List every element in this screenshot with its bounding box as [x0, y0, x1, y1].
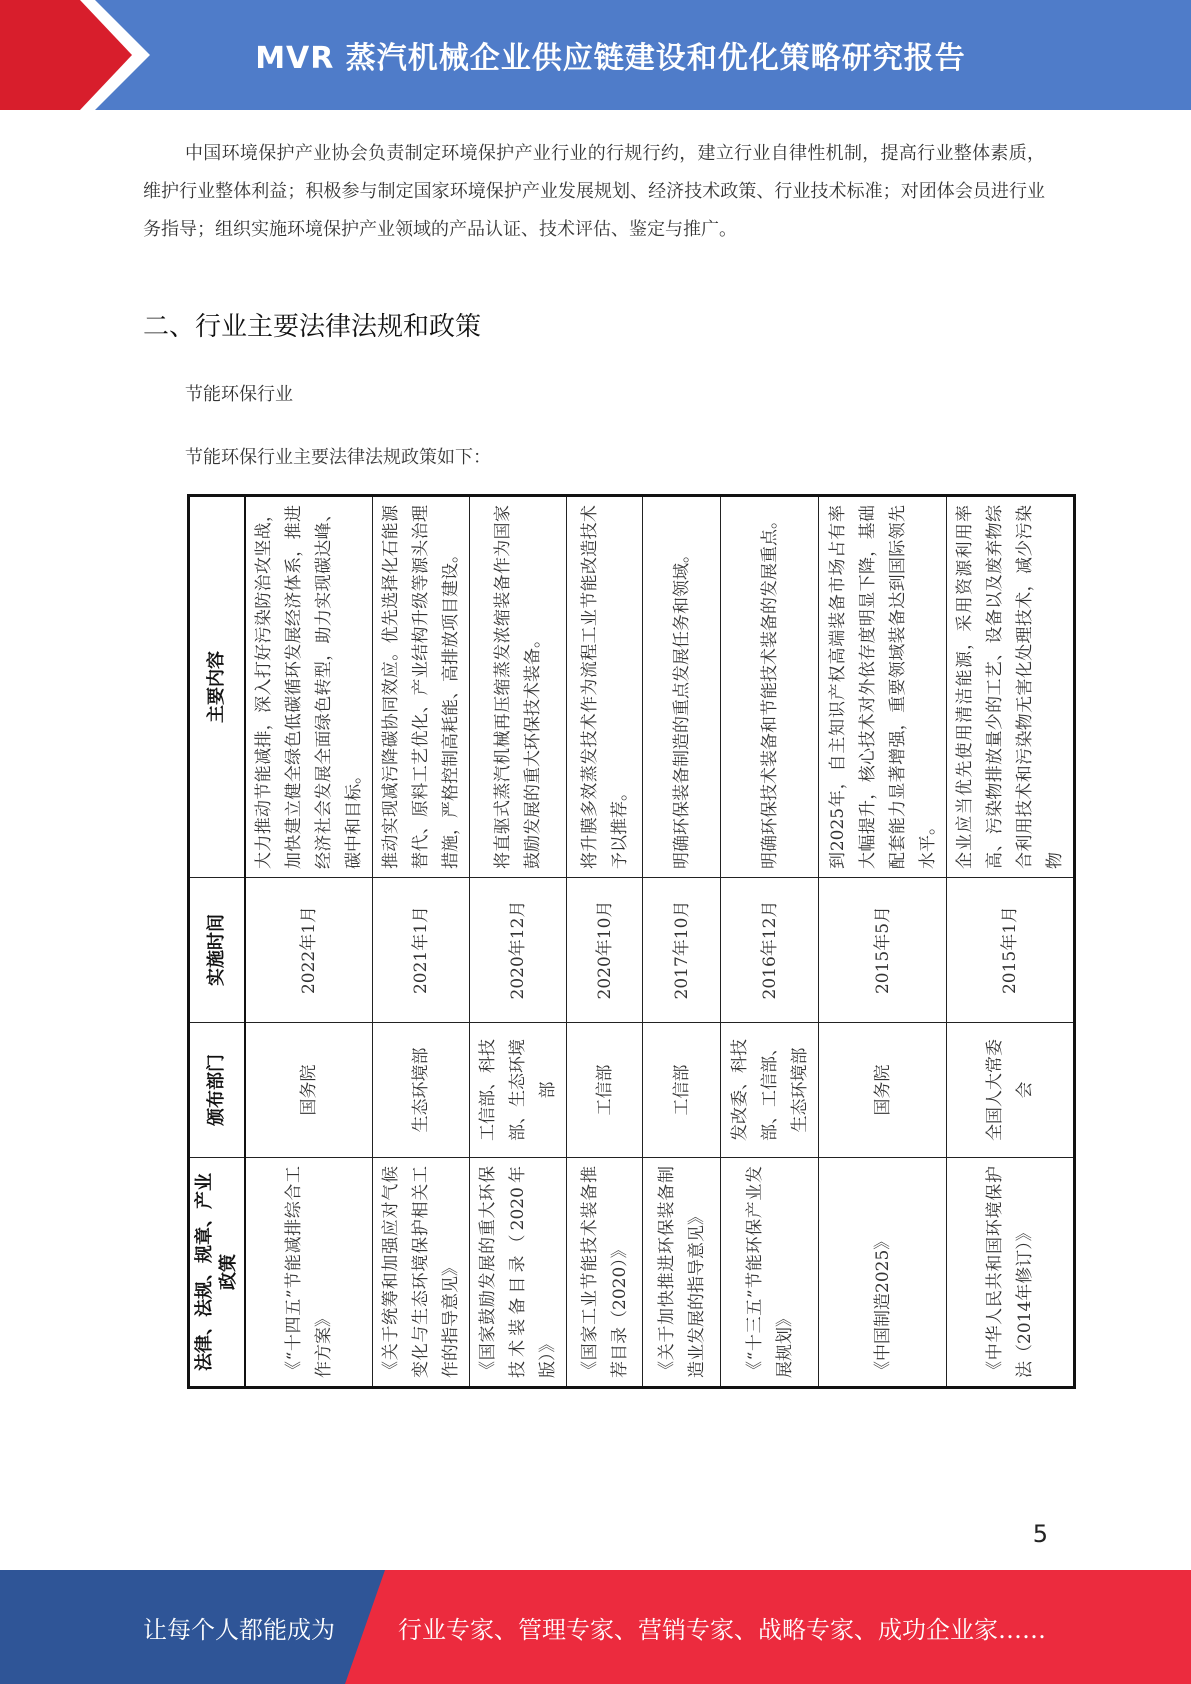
content-cell: 企业应当优先使用清洁能源，采用资源利用率高、污染物排放量少的工艺、设备以及废弃物综合利用技术和污染物无害化处理技术，减少污染物	[947, 496, 1075, 878]
table-intro: 节能环保行业主要法律法规政策如下：	[185, 447, 491, 468]
header-policy: 法律、法规、规章、产业政策	[189, 1158, 246, 1388]
footer-slogan-right: 行业专家、管理专家、营销专家、战略专家、成功企业家……	[398, 1615, 1046, 1644]
content-cell: 到2025年，自主知识产权高端装备市场占有率大幅提升，核心技术对外依存度明显下降，基础配套能力显著增强，重要领域装备达到国际领先水平。	[819, 496, 947, 878]
table-row	[373, 496, 470, 1388]
date-cell: 2020年10月	[567, 878, 643, 1023]
header-date: 实施时间	[189, 878, 246, 1023]
policy-cell: 《关于统筹和加强应对气候变化与生态环境保护相关工作的指导意见》	[373, 1158, 470, 1388]
content-cell: 明确环保装备制造的重点发展任务和领域。	[643, 496, 721, 878]
dept-cell: 工信部、科技部、生态环境部	[470, 1023, 567, 1158]
date-cell: 2015年1月	[947, 878, 1075, 1023]
policy-table-rotated	[187, 497, 1065, 1389]
content-cell: 推动实现减污降碳协同效应。优先选择化石能源替代、原料工艺优化、产业结构升级等源头治理措施，严格控制高耗能、高排放项目建设。	[373, 496, 470, 878]
table-row	[819, 496, 947, 1388]
policy-cell: 《国家工业节能技术装备推荐目录（2020）》	[567, 1158, 643, 1388]
dept-cell: 国务院	[245, 1023, 373, 1158]
date-cell: 2017年10月	[643, 878, 721, 1023]
policy-table	[187, 494, 1076, 1389]
dept-cell: 发改委、科技部、工信部、生态环境部	[721, 1023, 819, 1158]
content-cell: 将直驱式蒸汽机械再压缩蒸发浓缩装备作为国家鼓励发展的重大环保技术装备。	[470, 496, 567, 878]
policy-table-frame	[187, 497, 1065, 1389]
policy-cell: 《关于加快推进环保装备制造业发展的指导意见》	[643, 1158, 721, 1388]
date-cell: 2020年12月	[470, 878, 567, 1023]
dept-cell: 生态环境部	[373, 1023, 470, 1158]
table-row	[643, 496, 721, 1388]
policy-cell: 《“十四五”节能减排综合工作方案》	[245, 1158, 373, 1388]
table-row	[721, 496, 819, 1388]
page-number: 5	[1032, 1520, 1048, 1548]
date-cell: 2022年1月	[245, 878, 373, 1023]
report-title: MVR 蒸汽机械企业供应链建设和优化策略研究报告	[255, 41, 966, 76]
page-footer	[0, 1570, 1191, 1684]
dept-cell: 工信部	[643, 1023, 721, 1158]
content-cell: 明确环保技术装备和节能技术装备的发展重点。	[721, 496, 819, 878]
intro-paragraph: 中国环境保护产业协会负责制定环境保护产业行业的行规行约，建立行业自律性机制，提高行业整体素质，维护行业整体利益；积极参与制定国家环境保护产业发展规划、经济技术政策、行业技术标准；对团体会员进行业务指导；组织实施环境保护产业领域的产品认证、技术评估、鉴定与推广。	[143, 143, 1045, 240]
footer-slogan-left: 让每个人都能成为	[143, 1615, 335, 1644]
sub-label: 节能环保行业	[185, 384, 293, 405]
header-arrow-decoration	[0, 0, 150, 110]
section-heading: 二、行业主要法律法规和政策	[143, 312, 482, 342]
page-header	[0, 0, 1191, 110]
table-row	[470, 496, 567, 1388]
content-cell: 大力推动节能减排，深入打好污染防治攻坚战，加快建立健全绿色低碳循环发展经济体系，推进经济社会发展全面绿色转型，助力实现碳达峰、碳中和目标。	[245, 496, 373, 878]
dept-cell: 工信部	[567, 1023, 643, 1158]
policy-cell: 《中国制造2025》	[819, 1158, 947, 1388]
content-cell: 将升膜多效蒸发技术作为流程工业节能改造技术予以推荐。	[567, 496, 643, 878]
header-dept: 颁布部门	[189, 1023, 246, 1158]
policy-cell: 《国家鼓励发展的重大环保技术装备目录（2020年版）》	[470, 1158, 567, 1388]
table-row	[947, 496, 1075, 1388]
table-row	[245, 496, 373, 1388]
date-cell: 2016年12月	[721, 878, 819, 1023]
dept-cell: 国务院	[819, 1023, 947, 1158]
table-row	[567, 496, 643, 1388]
table-header-row	[189, 496, 246, 1388]
date-cell: 2015年5月	[819, 878, 947, 1023]
policy-cell: 《中华人民共和国环境保护法（2014年修订）》	[947, 1158, 1075, 1388]
dept-cell: 全国人大常委会	[947, 1023, 1075, 1158]
date-cell: 2021年1月	[373, 878, 470, 1023]
header-content: 主要内容	[189, 496, 246, 878]
policy-cell: 《“十三五”节能环保产业发展规划》	[721, 1158, 819, 1388]
